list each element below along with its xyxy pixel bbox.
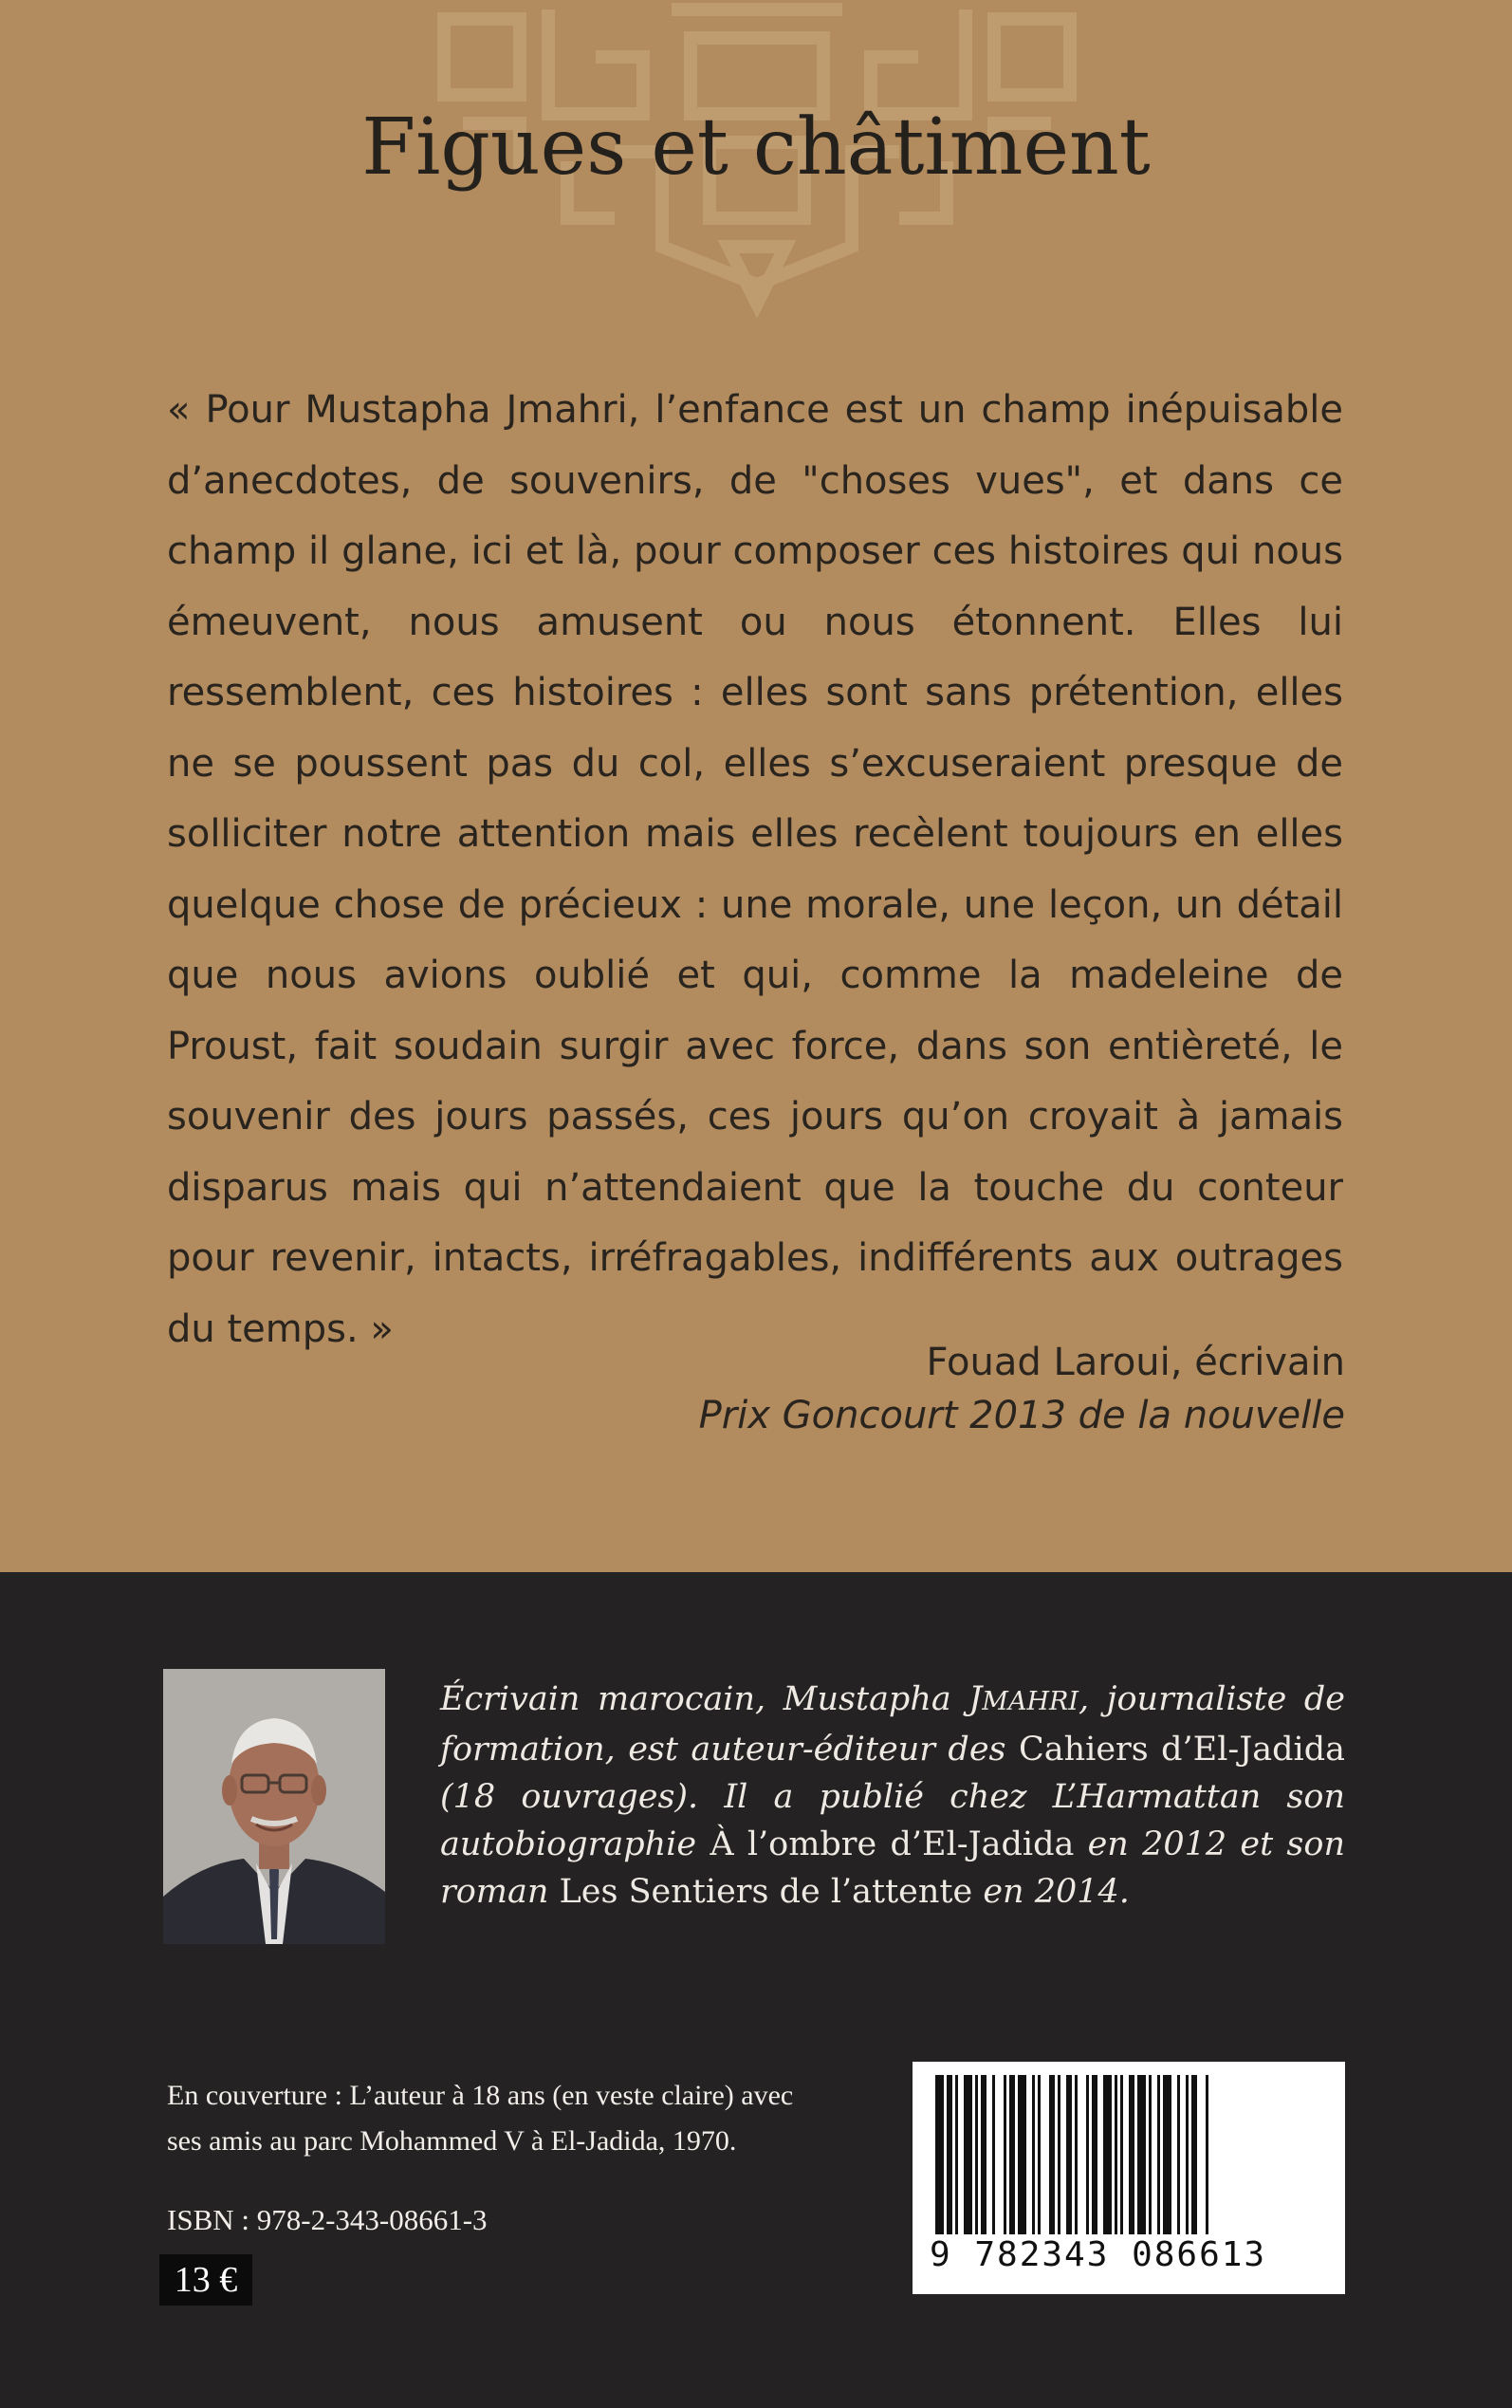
barcode-bar <box>1058 2075 1060 2234</box>
bio-text-4: en 2012 et son roman <box>440 1825 1345 1911</box>
quote-signature <box>699 1336 1345 1442</box>
author-photo <box>163 1669 385 1944</box>
price-badge: 13 € <box>159 2254 252 2306</box>
barcode-bar <box>1177 2075 1180 2234</box>
barcode-bar <box>1049 2075 1055 2234</box>
barcode-bar <box>1137 2075 1146 2234</box>
barcode-bar <box>1032 2075 1035 2234</box>
back-cover-quote <box>167 375 1343 1364</box>
barcode-bar <box>1149 2075 1152 2234</box>
barcode-bar <box>935 2075 944 2234</box>
cover-credit-note: En couverture : L’auteur à 18 ans (en veste claire) avec ses amis au parc Mohammed V à El-Jadida, 1970. <box>167 2080 794 2157</box>
barcode-bar <box>964 2075 972 2234</box>
barcode-bar <box>1120 2075 1123 2234</box>
barcode-bar <box>1163 2075 1171 2234</box>
barcode-bar <box>1066 2075 1072 2234</box>
barcode-bar <box>955 2075 958 2234</box>
barcode-bar <box>975 2075 978 2234</box>
barcode-bar <box>1075 2075 1078 2234</box>
bio-work-cahiers: Cahiers d’El-Jadida <box>1018 1731 1346 1769</box>
quote-paragraph: « Pour Mustapha Jmahri, l’enfance est un champ inépuisable d’anecdotes, de souvenirs, de "choses vues", et dans ce champ il glane, ici et là, pour composer ces histoires qui nous émeuvent, nous amusent ou nous étonnent. Elles lui ressemblent, ces histoires : elles sont sans prétention, elles ne se poussent pas du col, elles s’excuseraient presque de solliciter notre attention mais elles recèlent toujours en elles quelque chose de précieux : une morale, une leçon, un détail que nous avions oublié et qui, comme la madeleine de Proust, fait soudain surgir avec force, dans son entièreté, le souvenir des jours passés, ces jours qu’on croyait à jamais disparus mais qui n’attendaient que la touche du conteur pour revenir, intacts, irréfragables, indifférents aux outrages du temps. » <box>167 388 1343 1351</box>
book-title: Figues et châtiment <box>361 102 1151 193</box>
barcode-bar <box>1206 2075 1208 2234</box>
signature-name: Fouad Laroui, écrivain <box>926 1341 1345 1384</box>
bio-work-ombre: À l’ombre d’El-Jadida <box>710 1825 1075 1863</box>
barcode-bar <box>947 2075 952 2234</box>
barcode-bar <box>1103 2075 1112 2234</box>
barcode-bar <box>1038 2075 1041 2234</box>
barcode-bar <box>1004 2075 1006 2234</box>
bio-text-1: Écrivain marocain, Mustapha <box>440 1680 969 1718</box>
bio-surname-initial: J <box>968 1680 983 1718</box>
barcode-bar <box>981 2075 986 2234</box>
cover-bottom-panel <box>0 1572 1512 2408</box>
barcode-bar <box>992 2075 995 2234</box>
barcode-bar <box>1191 2075 1197 2234</box>
barcode-bar <box>1092 2075 1097 2234</box>
barcode-bar <box>1115 2075 1117 2234</box>
barcode-bar <box>1086 2075 1089 2234</box>
signature-prize: Prix Goncourt 2013 de la nouvelle <box>698 1394 1345 1437</box>
bio-work-sentiers: Les Sentiers de l’attente <box>559 1873 973 1911</box>
barcode-digits: 9 782343 086613 <box>930 2235 1267 2274</box>
barcode-bar <box>1129 2075 1134 2234</box>
author-bio <box>440 1676 1345 1916</box>
bio-text-5: en 2014. <box>972 1873 1130 1911</box>
barcode-bar <box>1157 2075 1160 2234</box>
barcode-bar <box>1018 2075 1026 2234</box>
isbn-label: ISBN : 978-2-343-08661-3 <box>167 2203 488 2236</box>
bio-surname-rest: MAHRI <box>982 1687 1079 1716</box>
bio-text-3: (18 ouvrages). Il a publié chez L’Harmattan son autobiographie <box>440 1778 1345 1863</box>
barcode-bar <box>1186 2075 1189 2234</box>
barcode <box>913 2062 1345 2294</box>
bio-text-2: , journaliste de formation, est auteur-éditeur des <box>440 1680 1345 1769</box>
barcode-bar <box>1009 2075 1015 2234</box>
